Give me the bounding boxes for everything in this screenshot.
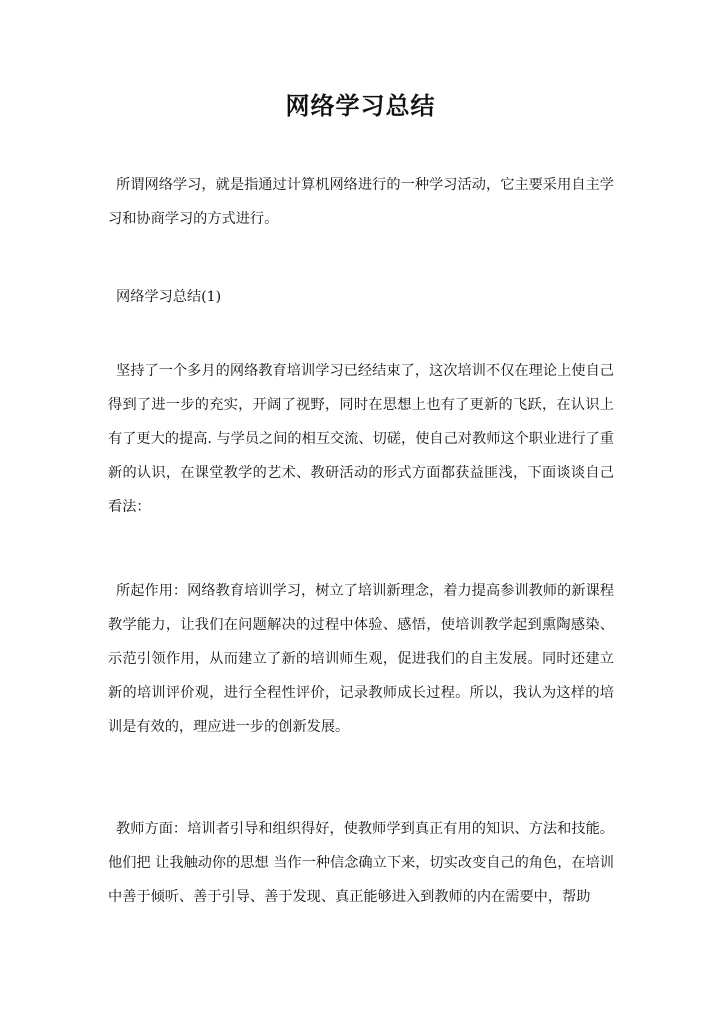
page-title: 网络学习总结 <box>285 91 436 120</box>
paragraph-effects: 所起作用：网络教育培训学习，树立了培训新理念，着力提高参训教师的新课程教学能力，让我们在问题解决的过程中体验、感悟，使培训教学起到熏陶感染、示范引领作用，从而建立了新的培训师生观，促进我们的自主发展。同时还建立新的培训评价观，进行全程性评价，记录教师成长过程。所以，我认为这样的培训是有效的，理应进一步的创新发展。 <box>108 583 614 735</box>
paragraph-teachers: 教师方面：培训者引导和组织得好，使教师学到真正有用的知识、方法和技能。他们把 让我触动你的思想 当作一种信念确立下来，切实改变自己的角色，在培训中善于倾听、善于引导、善于发现、真正能够进入到教师的内在需要中，帮助 <box>108 821 614 905</box>
paragraph-summary: 坚持了一个多月的网络教育培训学习已经结束了，这次培训不仅在理论上使自己得到了进一步的充实，开阔了视野，同时在思想上也有了更新的飞跃，在认识上有了更大的提高. 与学员之间的相互交流、切磋，使自己对教师这个职业进行了重新的认识，在课堂教学的艺术、教研活动的形式方面都获益匪浅，下面谈谈自己看法： <box>108 363 614 515</box>
paragraph-intro: 所谓网络学习，就是指通过计算机网络进行的一种学习活动，它主要采用自主学习和协商学习的方式进行。 <box>108 177 614 227</box>
section-heading: 网络学习总结(1) <box>116 289 222 305</box>
